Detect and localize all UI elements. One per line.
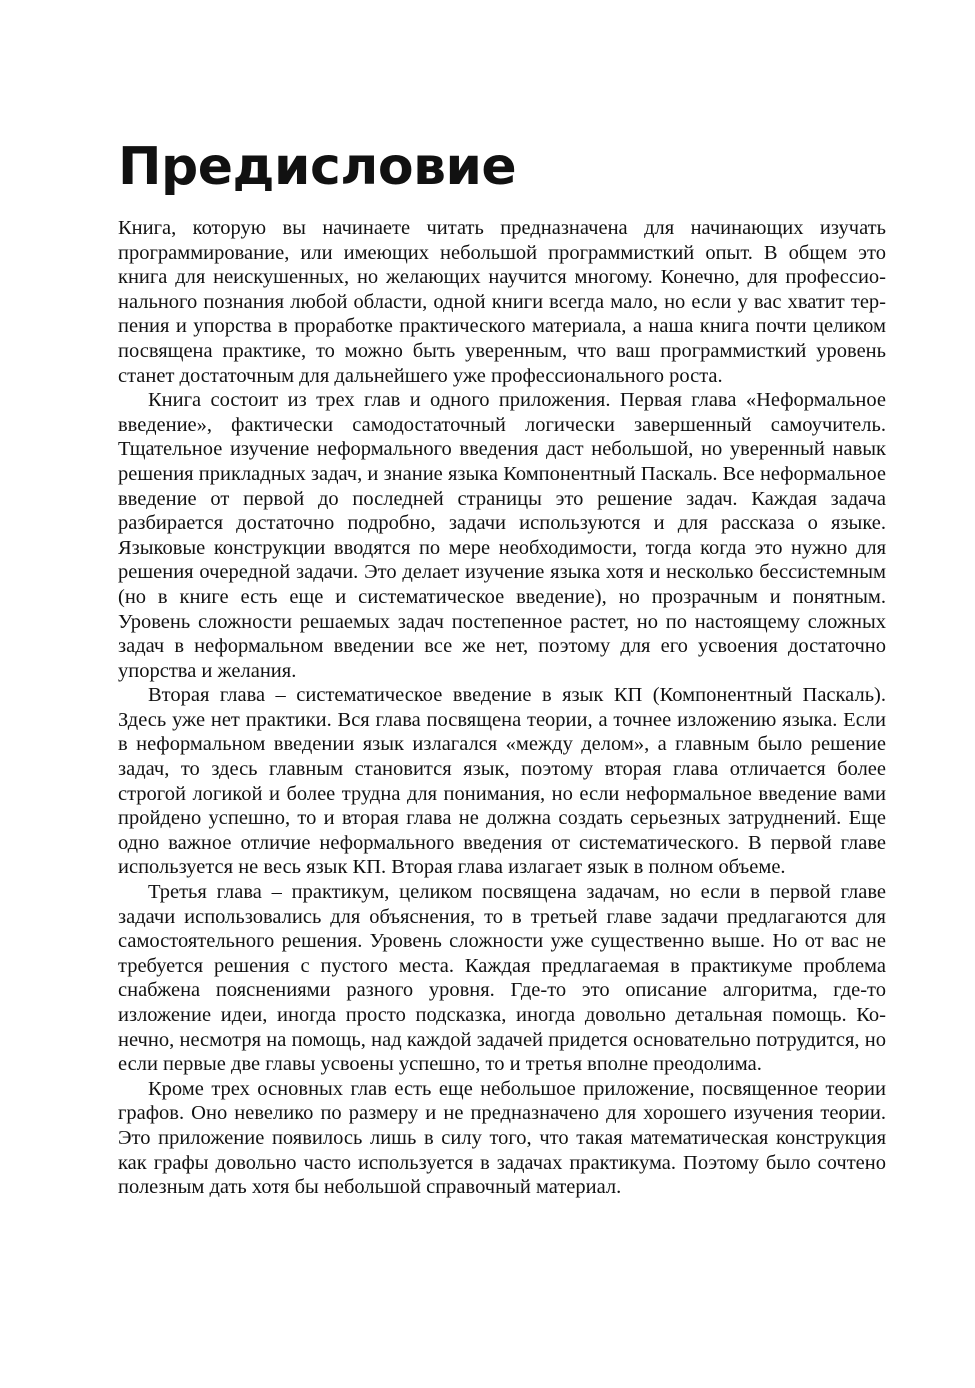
paragraph-5: Кроме трех основных глав есть еще небольшое приложение, посвященное теории графов. Оно невелико по размеру и не предназначено для хорошего изучения теории. Это приложение появилось лишь в силу того, что такая математическая конструкция как графы довольно часто используется в задачах практикума. Поэтому было сочтено полезным дать хотя бы небольшой справочный материал. bbox=[118, 1077, 886, 1199]
paragraph-2: Книга состоит из трех глав и одного приложения. Первая глава «Неформальное введение», фактически самодостаточный логически завершенный самоучитель. Тщательное изучение неформального введения даст небольшой, но уверенный навык решения прикладных задач, и знание языка Компонентный Паскаль. Все неформальное введение от первой до последней страницы это решение задач. Каждая задача разбирается достаточно подробно, задачи используются и для рассказа о языке. Языковые конструкции вводятся по мере необходимости, тогда когда это нужно для решения очередной задачи. Это делает изучение языка хотя и несколько бессистемным (но в книге есть еще и систематическое введение), но прозрачным и понятным. Уровень сложности решаемых задач постепенное растет, но по настоящему сложных задач в неформальном введении все же нет, поэтому для его усвоения достаточно упорства и желания. bbox=[118, 389, 886, 682]
paragraph-1: Книга, которую вы начинаете читать предназначена для начинающих изучать программирование, или имеющих небольшой программисткий опыт. В общем это книга для неискушенных, но желающих научится многому. Конечно, для профессионального познания любой области, одной книги всегда мало, но если у вас хватит терпения и упорства в проработке практического материала, а наша книга почти целиком посвящена практике, то можно быть уверенным, что ваш программисткий уровень станет достаточным для дальнейшего уже профессионального роста. bbox=[118, 217, 886, 387]
paragraph-3: Вторая глава – систематическое введение в язык КП (Компонентный Паскаль). Здесь уже нет практики. Вся глава посвящена теории, а точнее изложению языка. Если в неформальном введении язык излагался «между делом», а главным было решение задач, то здесь главным становится язык, поэтому вторая глава отличается более строгой логикой и более трудна для понимания, но если неформальное введение вами пройдено успешно, то и вторая глава не должна создать серьезных затруднений. Еще одно важное отличие неформального введения от систематического. В первой главе используется не весь язык КП. Вторая глава излагает язык в полном объеме. bbox=[118, 684, 886, 879]
page-title: Предисловие bbox=[118, 137, 517, 197]
paragraph-4: Третья глава – практикум, целиком посвящена задачам, но если в первой главе задачи использовались для объяснения, то в третьей главе задачи предлагаются для самостоятельного решения. Уровень сложности уже существенно выше. Но от вас не требуется решения с пустого места. Каждая предлагаемая в практикуме проблема снабжена пояснениями разного уровня. Где-то это описание алгоритма, где-то изложение идеи, иногда просто подсказка, иногда довольно детальная помощь. Конечно, несмотря на помощь, над каждой задачей придется основательно потрудится, но если первые две главы усвоены успешно, то и третья вполне преодолима. bbox=[118, 881, 886, 1076]
preface-body bbox=[118, 216, 886, 1200]
